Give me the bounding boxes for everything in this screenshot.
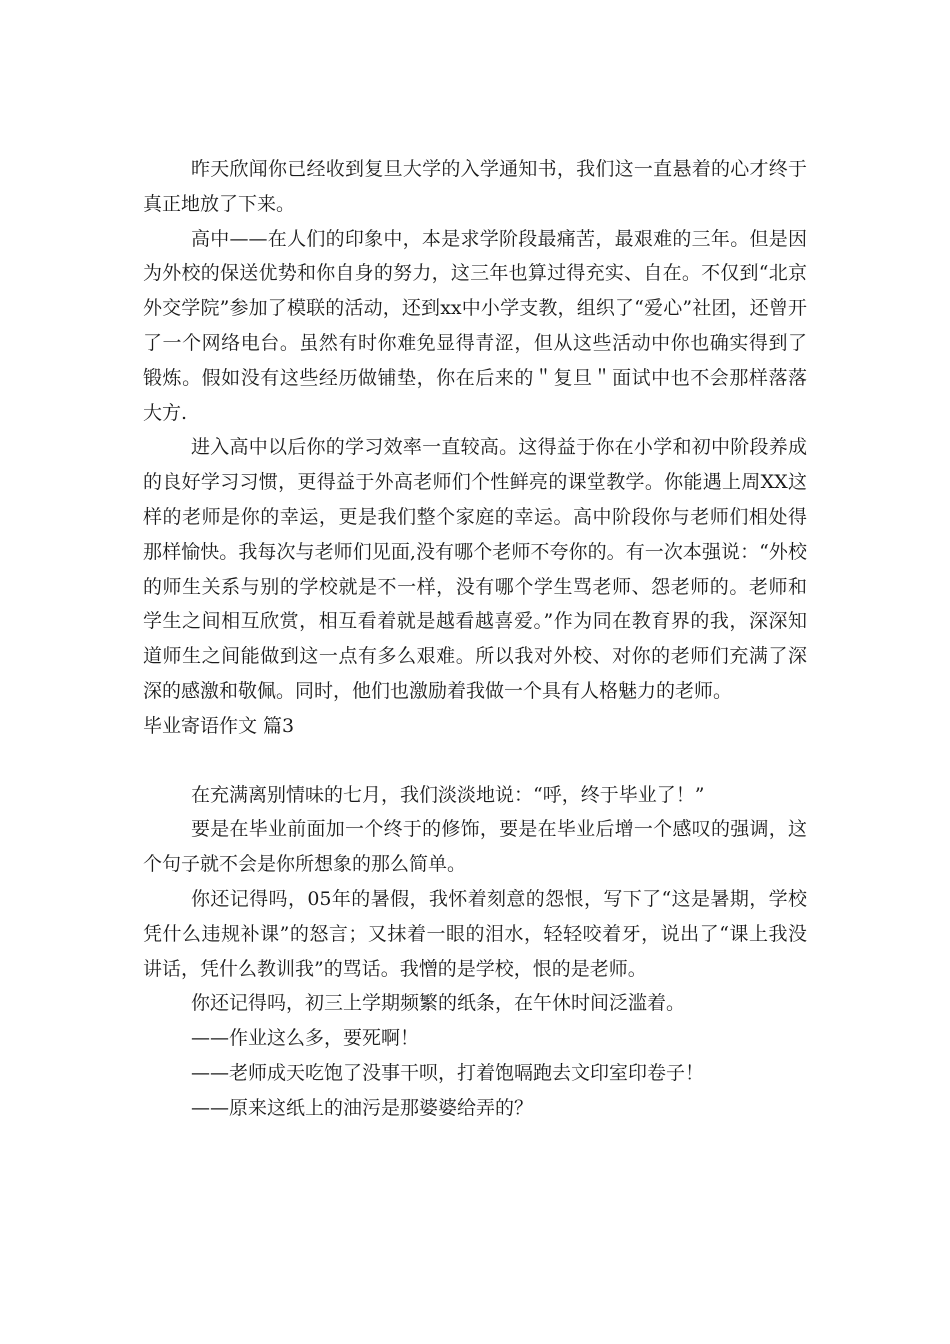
paragraph: 在充满离别情味的七月，我们淡淡地说：“呼，终于毕业了！”: [191, 783, 705, 806]
paragraph: 你还记得吗，05年的暑假，我怀着刻意的怨恨，写下了“这是暑期，学校凭什么违规补课”的怒言；又抹着一眼的泪水，轻轻咬着牙，说出了“课上我没讲话，凭什么教训我”的骂话。我憎的是学校，恨的是老师。: [143, 887, 807, 980]
paragraph: 高中——在人们的印象中，本是求学阶段最痛苦，最艰难的三年。但是因为外校的保送优势和你自身的努力，这三年也算过得充实、自在。不仅到“北京外交学院”参加了模联的活动，还到xx中小学支教，组织了“爱心”社团，还曾开了一个网络电台。虽然有时你难免显得青涩，但从这些活动中你也确实得到了锻炼。假如没有这些经历做铺垫，你在后来的＂复旦＂面试中也不会那样落落大方.: [143, 227, 807, 424]
dialogue-line: ——老师成天吃饱了没事干呗，打着饱嗝跑去文印室印卷子！: [191, 1061, 705, 1084]
paragraph: 要是在毕业前面加一个终于的修饰，要是在毕业后增一个感叹的强调，这个句子就不会是你所想象的那么简单。: [143, 818, 807, 876]
document-body: [143, 152, 807, 1126]
paragraph: 你还记得吗，初三上学期频繁的纸条，在午休时间泛滥着。: [191, 992, 686, 1015]
section-heading: 毕业寄语作文 篇3: [143, 714, 295, 737]
dialogue-line: ——作业这么多，要死啊！: [191, 1027, 420, 1050]
section-spacer: [143, 744, 807, 778]
paragraph: 进入高中以后你的学习效率一直较高。这得益于你在小学和初中阶段养成的良好学习习惯，更得益于外高老师们个性鲜亮的课堂教学。你能遇上周XX这样的老师是你的幸运，更是我们整个家庭的幸运。高中阶段你与老师们相处得那样愉快。我每次与老师们见面,没有哪个老师不夸你的。有一次本强说：“外校的师生关系与别的学校就是不一样，没有哪个学生骂老师、怨老师的。老师和学生之间相互欣赏，相互看着就是越看越喜爱。”作为同在教育界的我，深深知道师生之间能做到这一点有多么艰难。所以我对外校、对你的老师们充满了深深的感激和敬佩。同时，他们也激励着我做一个具有人格魅力的老师。: [143, 436, 807, 702]
paragraph: 昨天欣闻你已经收到复旦大学的入学通知书，我们这一直悬着的心才终于真正地放了下来。: [143, 158, 807, 215]
dialogue-line: ——原来这纸上的油污是那婆婆给弄的？: [191, 1096, 534, 1119]
